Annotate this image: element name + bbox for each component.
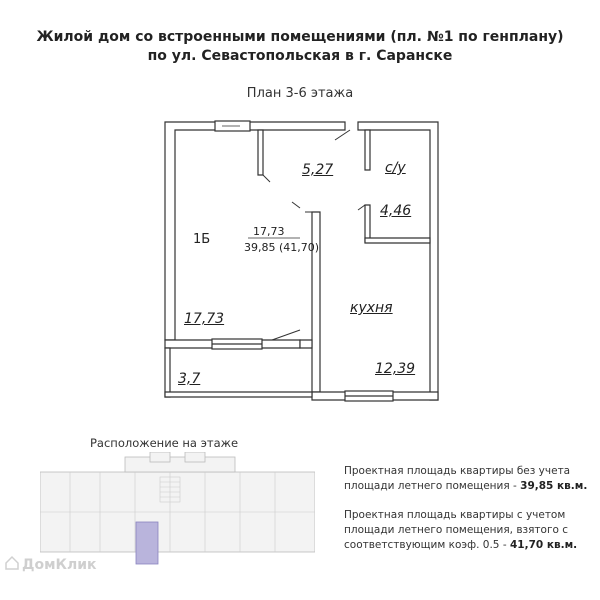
area-with-value: 41,70 кв.м. xyxy=(509,539,578,551)
total-area: 39,85 (41,70) xyxy=(244,241,320,254)
partition-wall xyxy=(312,212,320,392)
partition-wall xyxy=(365,238,430,243)
area-without-value: 39,85 кв.м. xyxy=(520,480,588,492)
apartment-type: 1Б xyxy=(193,232,211,247)
loggia-wall xyxy=(165,392,312,397)
floor-location-label: Расположение на этаже xyxy=(90,436,239,450)
floors-label: План 3-6 этажа xyxy=(246,86,354,101)
highlighted-apartment xyxy=(136,522,158,564)
floor-block xyxy=(150,452,170,462)
bathroom-label: с/у xyxy=(385,160,406,176)
bathroom-area: 4,46 xyxy=(380,203,412,219)
partition-wall xyxy=(365,130,370,170)
area-with-note xyxy=(344,508,594,553)
floor-block xyxy=(125,457,235,472)
living-room-area: 17,73 xyxy=(184,311,225,327)
partition-wall xyxy=(300,340,312,348)
area-without-note xyxy=(344,464,594,494)
living-area: 17,73 xyxy=(253,225,285,238)
kitchen-area: 12,39 xyxy=(375,361,416,377)
partition-wall xyxy=(258,130,263,175)
watermark-text: ДомКлик xyxy=(22,557,97,573)
house-icon xyxy=(4,555,20,571)
floor-location-plan xyxy=(40,452,315,572)
loggia-wall xyxy=(165,348,170,397)
floor-block xyxy=(185,452,205,462)
hall-area: 5,27 xyxy=(302,162,334,178)
partition-wall xyxy=(365,205,370,242)
page-title-line-2: по ул. Севастопольская в г. Саранске xyxy=(147,48,453,64)
area-without-text: Проектная площадь квартиры без учета площади летнего помещения - xyxy=(344,465,571,492)
page-title-line-1: Жилой дом со встроенными помещениями (пл. №1 по генплану) xyxy=(36,29,564,45)
kitchen-label: кухня xyxy=(350,300,393,316)
loggia-area: 3,7 xyxy=(178,371,201,387)
area-with-text: Проектная площадь квартиры с учетом площади летнего помещения, взятого с соответствующим коэф. 0.5 - xyxy=(344,509,569,551)
